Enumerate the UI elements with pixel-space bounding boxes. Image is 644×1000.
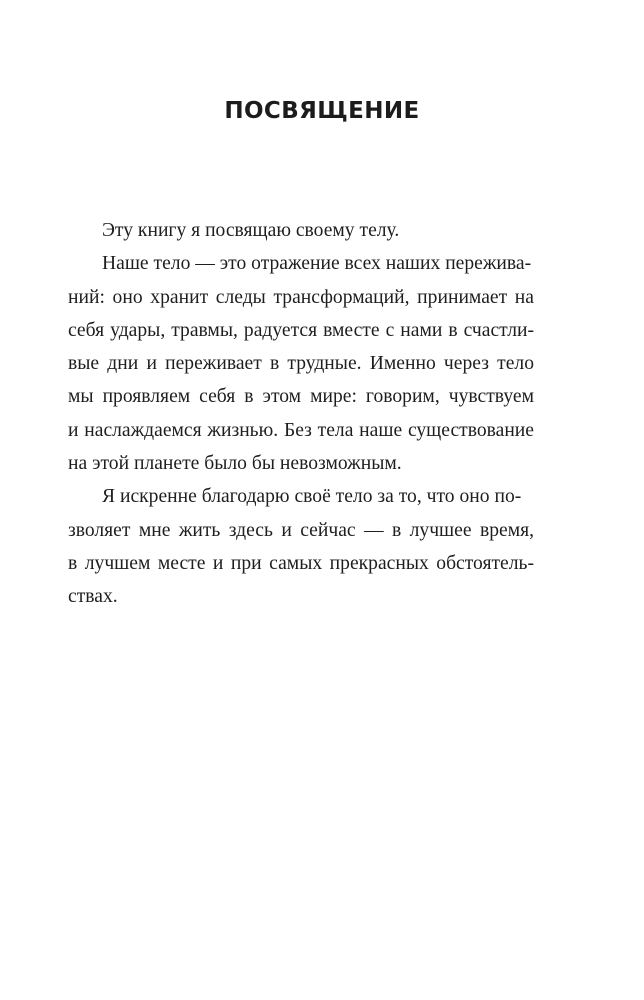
page-title: ПОСВЯЩЕНИЕ [224, 98, 420, 124]
paragraph-2-line-2: ний: оно хранит следы трансформаций, принимает на [68, 286, 534, 308]
paragraph-2-line-3: себя удары, травмы, радуется вместе с нами в счастли- [68, 319, 534, 341]
paragraph-3-line-4: ствах. [68, 586, 118, 608]
dedication-text [68, 214, 534, 614]
paragraph-3-line-1: Я искренне благодарю своё тело за то, что оно по- [102, 486, 522, 508]
paragraph-2-line-6: и наслаждаемся жизнью. Без тела наше существование [68, 419, 534, 441]
paragraph-3-line-2: зволяет мне жить здесь и сейчас — в лучшее время, [68, 519, 534, 541]
paragraph-2-line-1: Наше тело — это отражение всех наших пережива- [102, 253, 532, 275]
paragraph-2-line-5: мы проявляем себя в этом мире: говорим, чувствуем [68, 386, 534, 408]
paragraph-3-line-3: в лучшем месте и при самых прекрасных обстоятель- [68, 552, 534, 574]
paragraph-2-line-7: на этой планете было бы невозможным. [68, 453, 402, 475]
paragraph-2-line-4: вые дни и переживает в трудные. Именно через тело [68, 353, 534, 375]
paragraph-1-line-1: Эту книгу я посвящаю своему телу. [102, 220, 400, 241]
